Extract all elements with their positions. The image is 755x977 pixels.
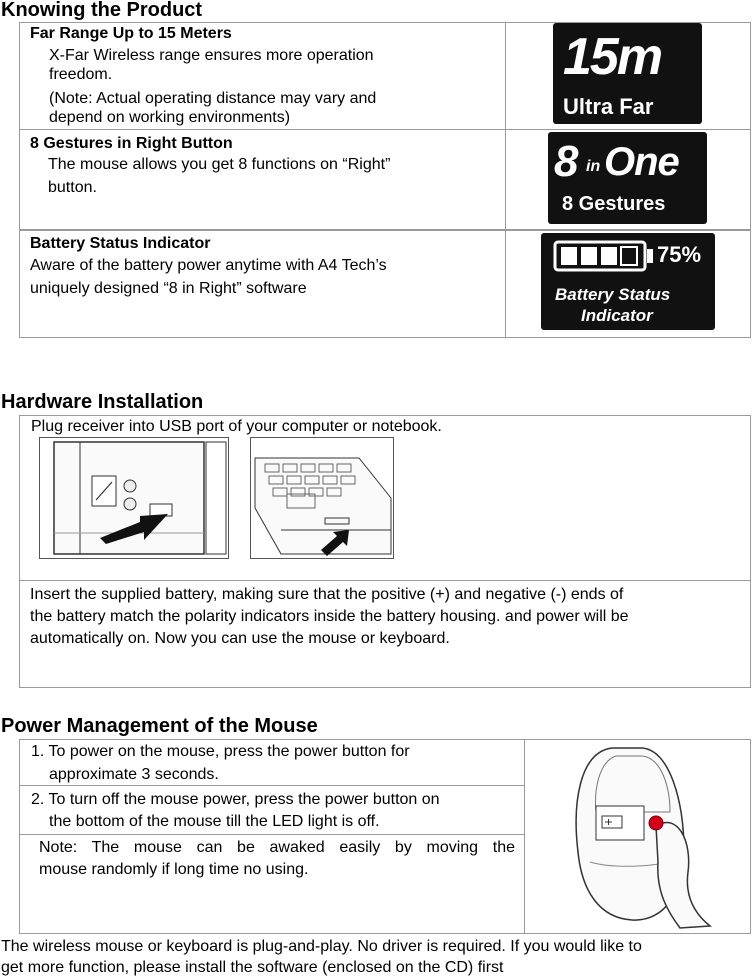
table-divider	[19, 129, 751, 130]
led-power-button	[649, 816, 663, 830]
notebook-icon	[251, 438, 393, 558]
power-off-instruction-line: the bottom of the mouse till the LED light is off.	[49, 813, 380, 830]
section-heading-power-management: Power Management of the Mouse	[1, 715, 318, 737]
table-divider	[19, 580, 751, 581]
badge-small-text: 8 Gestures	[562, 193, 666, 215]
badge-small-text: Battery Status	[555, 285, 671, 304]
feature-desc-line: freedom.	[49, 66, 113, 83]
table-divider	[505, 22, 506, 338]
table-divider	[524, 739, 525, 934]
feature-title-battery: Battery Status Indicator	[30, 235, 211, 252]
feature-desc-line: button.	[48, 179, 97, 196]
ultra-far-badge	[553, 23, 702, 124]
mouse-bottom-illustration	[560, 742, 720, 930]
badge-one-text: One	[604, 140, 679, 184]
section-heading-knowing-product: Knowing the Product	[1, 0, 203, 21]
mouse-hand-icon	[560, 742, 720, 930]
feature-title-8-gestures: 8 Gestures in Right Button	[30, 135, 233, 152]
power-on-instruction-line: 1. To power on the mouse, press the power button for	[31, 743, 410, 760]
install-step-battery-line: Insert the supplied battery, making sure that the positive (+) and negative (-) ends of	[30, 586, 624, 603]
power-note-line: Note: The mouse can be awaked easily by moving the	[39, 839, 515, 856]
feature-desc-line: X-Far Wireless range ensures more operation	[49, 47, 374, 64]
notebook-usb-illustration	[250, 437, 394, 559]
badge-percent-text: 75%	[657, 242, 702, 267]
table-divider	[19, 229, 751, 231]
install-step-usb: Plug receiver into USB port of your computer or notebook.	[31, 418, 442, 435]
feature-desc-line: depend on working environments)	[49, 109, 291, 126]
badge-big-text: 8	[554, 137, 579, 186]
install-step-battery-line: the battery match the polarity indicators inside the battery housing. and power will be	[30, 608, 629, 625]
badge-in-text: in	[586, 158, 601, 175]
feature-desc-line: Aware of the battery power anytime with A4 Tech’s	[30, 257, 387, 274]
battery-icon	[553, 239, 655, 273]
desktop-usb-illustration	[39, 437, 229, 559]
feature-desc-line: (Note: Actual operating distance may vary and	[49, 90, 377, 107]
power-off-instruction-line: 2. To turn off the mouse power, press the power button on	[31, 791, 440, 808]
power-on-instruction-line: approximate 3 seconds.	[49, 766, 219, 783]
footer-text-line: The wireless mouse or keyboard is plug-and-play. No driver is required. If you would like to	[1, 938, 642, 955]
install-step-battery-line: automatically on. Now you can use the mouse or keyboard.	[30, 630, 450, 647]
badge-small-text: Ultra Far	[563, 94, 654, 119]
table-divider	[19, 785, 524, 786]
8-gestures-badge	[548, 132, 707, 224]
feature-title-far-range: Far Range Up to 15 Meters	[30, 25, 232, 42]
badge-small-text: Indicator	[581, 306, 653, 325]
feature-desc-line: uniquely designed “8 in Right” software	[30, 280, 307, 297]
table-divider	[19, 834, 524, 835]
footer-text-line: get more function, please install the software (enclosed on the CD) first	[1, 959, 504, 976]
desktop-tower-icon	[40, 438, 228, 558]
section-heading-hardware-installation: Hardware Installation	[1, 391, 204, 413]
feature-desc-line: The mouse allows you get 8 functions on “Right”	[48, 156, 391, 173]
power-note-line: mouse randomly if long time no using.	[39, 861, 309, 878]
battery-status-badge	[541, 233, 715, 330]
badge-big-text: 15m	[563, 28, 662, 86]
